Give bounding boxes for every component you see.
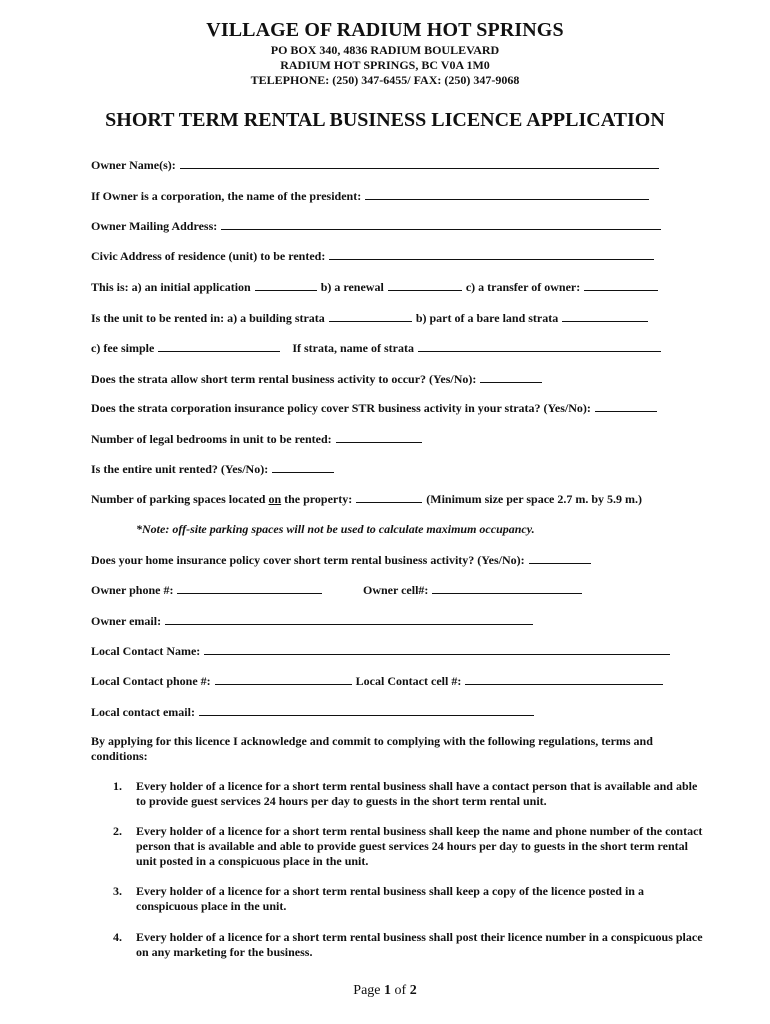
condition-number: 4. [113, 930, 122, 944]
renewal-blank[interactable] [388, 279, 462, 291]
local-contact-email-field [91, 704, 535, 720]
bedrooms-label: Number of legal bedrooms in unit to be rented: [91, 432, 332, 446]
strata-insurance-label: Does the strata corporation insurance policy cover STR business activity in your strata? (Yes/No): [91, 401, 591, 415]
fee-simple-blank[interactable] [158, 340, 280, 352]
address-line-1: PO BOX 340, 4836 RADIUM BOULEVARD [270, 43, 500, 57]
condition-text: Every holder of a licence for a short term rental business shall have a contact person that is available and able to provide guest services 24 hours per day to guests in the short term rental unit. [136, 779, 698, 808]
fee-simple-field [91, 340, 662, 356]
civic-address-field [91, 248, 655, 264]
bare-land-blank[interactable] [562, 310, 648, 322]
parking-blank[interactable] [356, 491, 422, 503]
application-type-field [91, 279, 659, 295]
mailing-address-label: Owner Mailing Address: [91, 219, 218, 233]
current-page: 1 [384, 983, 392, 998]
owner-cell-label: Owner cell#: [363, 583, 429, 597]
mailing-address-blank[interactable] [221, 218, 661, 230]
condition-text: Every holder of a licence for a short term rental business shall keep the name and phone number of the contact person that is available and able to provide guest services 24 hours per day to guests in the short term rental unit posted in a conspicuous place in the unit. [136, 824, 703, 868]
local-contact-phone-blank[interactable] [215, 673, 352, 685]
owner-email-blank[interactable] [165, 613, 533, 625]
owner-cell-blank[interactable] [432, 582, 582, 594]
parking-minimum-label: (Minimum size per space 2.7 m. by 5.9 m.) [426, 492, 643, 506]
civic-address-label: Civic Address of residence (unit) to be rented: [91, 249, 326, 263]
fee-simple-label: c) fee simple [91, 341, 155, 355]
condition-item [113, 779, 703, 809]
owner-phone-label: Owner phone #: [91, 583, 174, 597]
home-insurance-label: Does your home insurance policy cover short term rental business activity? (Yes/No): [91, 553, 525, 567]
condition-item [113, 930, 703, 960]
strata-insurance-blank[interactable] [595, 400, 657, 412]
local-contact-phone-label: Local Contact phone #: [91, 674, 211, 688]
owner-email-field [91, 613, 534, 629]
strata-allow-label: Does the strata allow short term rental business activity to occur? (Yes/No): [91, 372, 477, 386]
bedrooms-blank[interactable] [336, 431, 422, 443]
strata-allow-field [91, 371, 543, 387]
entire-unit-label: Is the entire unit rented? (Yes/No): [91, 462, 269, 476]
unit-type-field [91, 310, 649, 326]
local-contact-email-blank[interactable] [199, 704, 534, 716]
form-title: SHORT TERM RENTAL BUSINESS LICENCE APPLICATION [105, 109, 665, 131]
local-contact-email-label: Local contact email: [91, 705, 195, 719]
acknowledgement-text: By applying for this licence I acknowledge and commit to complying with the following regulations, terms and conditions: [91, 734, 653, 763]
building-strata-blank[interactable] [329, 310, 412, 322]
condition-item [113, 884, 703, 914]
strata-name-label: If strata, name of strata [292, 341, 414, 355]
owner-cell-field [363, 582, 583, 598]
entire-unit-blank[interactable] [272, 461, 334, 473]
mailing-address-field [91, 218, 662, 234]
home-insurance-field [91, 552, 592, 568]
owner-names-field [91, 157, 660, 173]
page-number [0, 983, 770, 999]
local-contact-name-label: Local Contact Name: [91, 644, 201, 658]
condition-text: Every holder of a licence for a short term rental business shall keep a copy of the licence posted in a conspicuous place in the unit. [136, 884, 644, 913]
owner-phone-blank[interactable] [177, 582, 322, 594]
address-line-2: RADIUM HOT SPRINGS, BC V0A 1M0 [280, 58, 490, 72]
parking-label-post: the property: [284, 492, 353, 506]
president-field [91, 188, 650, 204]
bare-land-label: b) part of a bare land strata [415, 311, 559, 325]
total-pages: 2 [409, 983, 417, 998]
strata-name-blank[interactable] [418, 340, 661, 352]
owner-phone-field [91, 582, 323, 598]
owner-names-label: Owner Name(s): [91, 158, 176, 172]
bedrooms-field [91, 431, 423, 447]
civic-address-blank[interactable] [329, 248, 654, 260]
renewal-label: b) a renewal [320, 280, 384, 294]
local-contact-name-blank[interactable] [204, 643, 670, 655]
municipality-title: VILLAGE OF RADIUM HOT SPRINGS [206, 19, 564, 41]
building-strata-label: Is the unit to be rented in: a) a building strata [91, 311, 325, 325]
owner-email-label: Owner email: [91, 614, 162, 628]
page-of-label: of [394, 983, 407, 998]
entire-unit-field [91, 461, 335, 477]
transfer-blank[interactable] [584, 279, 658, 291]
parking-note: *Note: off-site parking spaces will not be used to calculate maximum occupancy. [136, 522, 535, 536]
local-contact-phone-field [91, 673, 664, 689]
initial-application-blank[interactable] [255, 279, 317, 291]
page-label: Page [353, 983, 381, 998]
initial-application-label: This is: a) an initial application [91, 280, 251, 294]
president-label: If Owner is a corporation, the name of the president: [91, 189, 362, 203]
parking-field [91, 491, 642, 507]
transfer-label: c) a transfer of owner: [465, 280, 581, 294]
condition-text: Every holder of a licence for a short term rental business shall post their licence number in a conspicuous place on any marketing for the business. [136, 930, 703, 959]
president-blank[interactable] [365, 188, 649, 200]
home-insurance-blank[interactable] [529, 552, 591, 564]
strata-insurance-field [91, 400, 658, 416]
telephone-line: TELEPHONE: (250) 347-6455/ FAX: (250) 347-9068 [250, 73, 520, 87]
condition-number: 2. [113, 824, 122, 838]
parking-label-pre: Number of parking spaces located [91, 492, 266, 506]
local-contact-name-field [91, 643, 671, 659]
condition-number: 3. [113, 884, 122, 898]
owner-names-blank[interactable] [180, 157, 659, 169]
parking-on-label: on [268, 492, 282, 506]
local-contact-cell-label: Local Contact cell #: [355, 674, 462, 688]
strata-allow-blank[interactable] [480, 371, 542, 383]
local-contact-cell-blank[interactable] [465, 673, 663, 685]
condition-item [113, 824, 703, 869]
condition-number: 1. [113, 779, 122, 793]
